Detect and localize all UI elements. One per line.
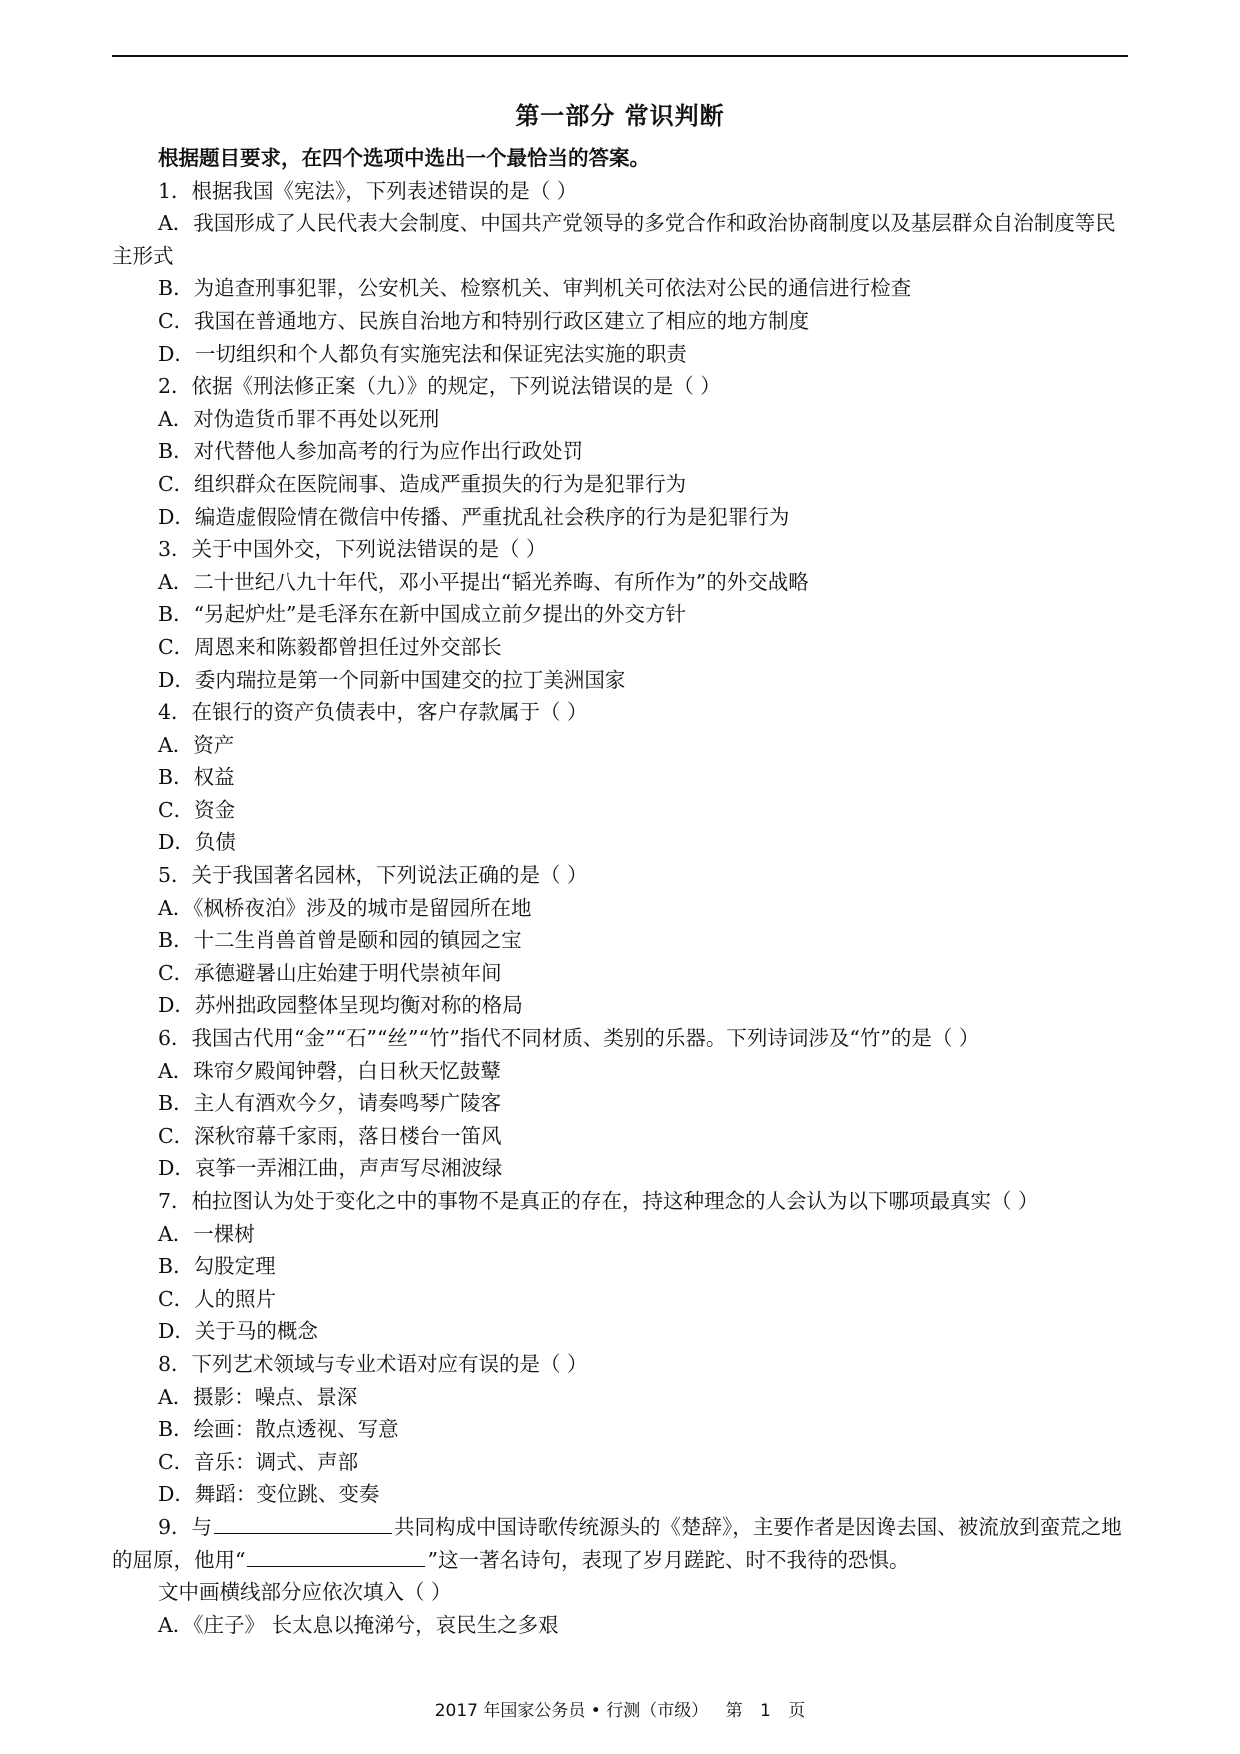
question-body [112, 142, 1132, 1641]
question-3-option-d: D．委内瑞拉是第一个同新中国建交的拉丁美洲国家 [158, 667, 626, 692]
question-2-option-b: B．对代替他人参加高考的行为应作出行政处罚 [158, 439, 584, 464]
question-9-prompt: 文中画横线部分应依次填入（ ） [158, 1580, 452, 1605]
question-1-option-d: D．一切组织和个人都负有实施宪法和保证宪法实施的职责 [158, 341, 687, 366]
question-8-option-a: A．摄影：噪点、景深 [158, 1384, 358, 1409]
question-8-option-b: B．绘画：散点透视、写意 [158, 1417, 399, 1442]
fill-blank-1 [214, 1511, 392, 1534]
question-3: 3．关于中国外交，下列说法错误的是（ ） [158, 537, 547, 562]
question-1: 1．根据我国《宪法》，下列表述错误的是（ ） [158, 178, 578, 203]
question-3-option-c: C．周恩来和陈毅都曾担任过外交部长 [158, 634, 502, 659]
question-9-text-1: 9．与 [158, 1514, 213, 1539]
page-label-pre: 第 [725, 1701, 743, 1721]
question-2-option-c: C．组织群众在医院闹事、造成严重损失的行为是犯罪行为 [158, 471, 687, 496]
question-4-option-d: D．负债 [158, 830, 236, 855]
question-9-text-2: 共同构成中国诗歌传统源头的《楚辞》，主要作者是因谗去国、被流放到蛮荒之地的屈原，他用“ [112, 1514, 1122, 1572]
question-5: 5．关于我国著名园林，下列说法正确的是（ ） [158, 863, 588, 888]
question-6-option-c: C．深秋帘幕千家雨，落日楼台一笛风 [158, 1123, 502, 1148]
question-2-option-d: D．编造虚假险情在微信中传播、严重扰乱社会秩序的行为是犯罪行为 [158, 504, 790, 529]
question-5-option-a: A．《枫桥夜泊》涉及的城市是留园所在地 [158, 895, 532, 920]
question-4: 4．在银行的资产负债表中，客户存款属于（ ） [158, 700, 588, 725]
question-1-option-c: C．我国在普通地方、民族自治地方和特别行政区建立了相应的地方制度 [158, 308, 810, 333]
question-3-option-b: B．“另起炉灶”是毛泽东在新中国成立前夕提出的外交方针 [158, 602, 687, 627]
question-5-option-d: D．苏州拙政园整体呈现均衡对称的格局 [158, 993, 523, 1018]
question-6-option-b: B．主人有酒欢今夕，请奏鸣琴广陵客 [158, 1091, 502, 1116]
question-9-option-a: A．《庄子》 长太息以掩涕兮，哀民生之多艰 [158, 1612, 559, 1637]
page-footer [0, 1696, 1240, 1721]
question-6-option-d: D．哀筝一弄湘江曲，声声写尽湘波绿 [158, 1156, 503, 1181]
question-8-option-c: C．音乐：调式、声部 [158, 1449, 359, 1474]
header-rule [112, 55, 1128, 57]
page-number: 1 [760, 1701, 771, 1721]
question-4-option-b: B．权益 [158, 765, 235, 790]
question-9 [112, 1511, 1132, 1576]
question-1-option-a: A．我国形成了人民代表大会制度、中国共产党领导的多党合作和政治协商制度以及基层群众自治制度等民主形式 [112, 211, 1116, 268]
footer-text: 2017 年国家公务员 • 行测（市级） [434, 1701, 709, 1721]
question-6: 6．我国古代用“金”“石”“丝”“竹”指代不同材质、类别的乐器。下列诗词涉及“竹”的是（ ） [158, 1026, 980, 1051]
fill-blank-2 [247, 1544, 425, 1567]
question-7-option-c: C．人的照片 [158, 1286, 277, 1311]
question-7-option-d: D．关于马的概念 [158, 1319, 318, 1344]
question-6-option-a: A．珠帘夕殿闻钟磬，白日秋天忆鼓鼙 [158, 1058, 501, 1083]
question-9-text-3: ”这一著名诗句，表现了岁月蹉跎、时不我待的恐惧。 [427, 1547, 910, 1572]
question-5-option-c: C．承德避暑山庄始建于明代崇祯年间 [158, 960, 502, 985]
question-4-option-a: A．资产 [158, 732, 235, 757]
question-7-option-b: B．勾股定理 [158, 1254, 276, 1279]
page-label-post: 页 [788, 1701, 806, 1721]
question-7: 7．柏拉图认为处于变化之中的事物不是真正的存在，持这种理念的人会认为以下哪项最真实（ ） [158, 1189, 1039, 1213]
question-7-option-a: A．一棵树 [158, 1221, 255, 1246]
question-8-option-d: D．舞蹈：变位跳、变奏 [158, 1482, 380, 1507]
question-4-option-c: C．资金 [158, 797, 236, 822]
question-1-option-b: B．为追查刑事犯罪，公安机关、检察机关、审判机关可依法对公民的通信进行检查 [158, 276, 912, 301]
section-title: 第一部分 常识判断 [515, 101, 725, 130]
question-5-option-b: B．十二生肖兽首曾是颐和园的镇园之宝 [158, 928, 522, 953]
question-2-option-a: A．对伪造货币罪不再处以死刑 [158, 406, 440, 431]
question-3-option-a: A．二十世纪八九十年代，邓小平提出“韬光养晦、有所作为”的外交战略 [158, 569, 809, 594]
question-8: 8．下列艺术领域与专业术语对应有误的是（ ） [158, 1351, 588, 1376]
question-2: 2．依据《刑法修正案（九）》的规定，下列说法错误的是（ ） [158, 374, 721, 399]
instruction: 根据题目要求，在四个选项中选出一个最恰当的答案。 [158, 146, 650, 170]
